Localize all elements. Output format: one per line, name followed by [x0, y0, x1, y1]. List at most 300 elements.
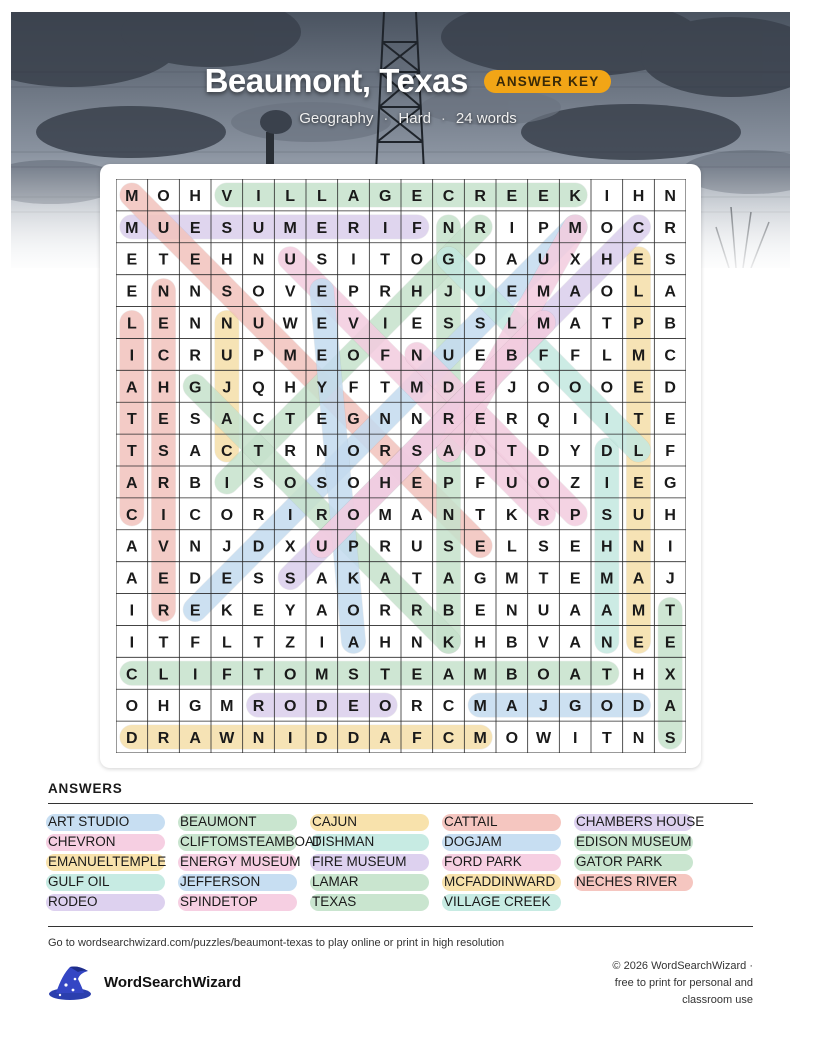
grid-letter[interactable]: T: [601, 730, 612, 748]
grid-letter[interactable]: O: [505, 730, 519, 748]
grid-letter[interactable]: R: [252, 698, 265, 716]
grid-letter[interactable]: A: [379, 570, 391, 588]
grid-letter[interactable]: U: [252, 315, 265, 333]
grid-letter[interactable]: R: [157, 474, 170, 492]
grid-letter[interactable]: E: [474, 347, 486, 365]
grid-letter[interactable]: O: [125, 698, 139, 716]
grid-letter[interactable]: E: [474, 538, 486, 556]
grid-letter[interactable]: P: [348, 283, 359, 301]
grid-letter[interactable]: K: [506, 506, 518, 524]
grid-letter[interactable]: N: [506, 602, 518, 620]
grid-letter[interactable]: F: [380, 347, 391, 365]
grid-letter[interactable]: T: [126, 443, 137, 461]
grid-letter[interactable]: E: [316, 347, 328, 365]
grid-letter[interactable]: S: [664, 251, 676, 269]
grid-letter[interactable]: K: [569, 187, 581, 205]
grid-letter[interactable]: A: [506, 251, 518, 269]
grid-letter[interactable]: J: [507, 379, 517, 397]
grid-letter[interactable]: M: [125, 187, 139, 205]
grid-letter[interactable]: U: [442, 347, 455, 365]
grid-letter[interactable]: E: [474, 411, 486, 429]
grid-letter[interactable]: Q: [537, 411, 550, 429]
grid-letter[interactable]: G: [663, 474, 677, 492]
grid-letter[interactable]: M: [536, 283, 551, 301]
grid-letter[interactable]: M: [473, 666, 487, 684]
grid-letter[interactable]: H: [379, 474, 391, 492]
grid-letter[interactable]: Y: [316, 379, 328, 397]
grid-letter[interactable]: E: [569, 538, 581, 556]
grid-letter[interactable]: A: [601, 602, 613, 620]
grid-letter[interactable]: R: [316, 506, 328, 524]
grid-letter[interactable]: E: [126, 283, 138, 301]
grid-letter[interactable]: D: [316, 698, 328, 716]
grid-letter[interactable]: X: [569, 251, 581, 269]
grid-letter[interactable]: P: [538, 219, 549, 237]
grid-letter[interactable]: U: [316, 538, 328, 556]
grid-letter[interactable]: A: [316, 602, 328, 620]
grid-letter[interactable]: E: [474, 602, 486, 620]
grid-letter[interactable]: O: [283, 474, 297, 492]
grid-letter[interactable]: T: [506, 443, 517, 461]
grid-letter[interactable]: B: [664, 315, 676, 333]
grid-letter[interactable]: I: [572, 730, 578, 748]
grid-letter[interactable]: M: [315, 666, 329, 684]
grid-letter[interactable]: E: [633, 474, 644, 492]
grid-letter[interactable]: F: [190, 634, 201, 652]
grid-letter[interactable]: O: [600, 698, 614, 716]
grid-letter[interactable]: I: [509, 219, 515, 237]
grid-letter[interactable]: M: [631, 347, 646, 365]
grid-letter[interactable]: U: [537, 602, 550, 620]
grid-letter[interactable]: T: [126, 411, 137, 429]
grid-letter[interactable]: P: [348, 538, 359, 556]
grid-letter[interactable]: E: [316, 315, 328, 333]
grid-letter[interactable]: O: [283, 698, 297, 716]
grid-letter[interactable]: H: [632, 666, 645, 684]
grid-letter[interactable]: O: [157, 187, 170, 205]
grid-letter[interactable]: H: [221, 251, 233, 269]
grid-letter[interactable]: D: [632, 698, 645, 716]
grid-letter[interactable]: A: [569, 602, 581, 620]
grid-letter[interactable]: I: [129, 634, 135, 652]
grid-letter[interactable]: T: [380, 666, 391, 684]
grid-letter[interactable]: N: [252, 251, 265, 269]
grid-letter[interactable]: A: [189, 443, 201, 461]
grid-letter[interactable]: S: [538, 538, 549, 556]
grid-letter[interactable]: I: [572, 411, 578, 429]
grid-letter[interactable]: T: [411, 570, 422, 588]
grid-letter[interactable]: R: [157, 730, 170, 748]
grid-letter[interactable]: E: [221, 570, 233, 588]
grid-letter[interactable]: C: [157, 347, 170, 365]
grid-letter[interactable]: T: [538, 570, 549, 588]
grid-letter[interactable]: T: [601, 666, 612, 684]
grid-letter[interactable]: O: [283, 666, 297, 684]
grid-letter[interactable]: D: [474, 251, 486, 269]
grid-letter[interactable]: N: [632, 730, 645, 748]
grid-letter[interactable]: T: [158, 634, 169, 652]
grid-letter[interactable]: R: [442, 411, 455, 429]
grid-letter[interactable]: U: [284, 251, 296, 269]
grid-letter[interactable]: E: [411, 187, 423, 205]
grid-letter[interactable]: F: [348, 379, 359, 397]
grid-letter[interactable]: H: [189, 187, 201, 205]
grid-letter[interactable]: U: [221, 347, 233, 365]
grid-letter[interactable]: S: [221, 283, 233, 301]
grid-letter[interactable]: M: [631, 602, 646, 620]
grid-letter[interactable]: S: [253, 570, 264, 588]
grid-letter[interactable]: E: [158, 570, 169, 588]
grid-letter[interactable]: N: [632, 538, 645, 556]
grid-letter[interactable]: I: [382, 315, 388, 333]
grid-letter[interactable]: A: [569, 315, 581, 333]
grid-letter[interactable]: E: [664, 411, 676, 429]
grid-letter[interactable]: A: [442, 570, 455, 588]
grid-letter[interactable]: B: [189, 474, 201, 492]
grid-letter[interactable]: N: [252, 730, 265, 748]
grid-letter[interactable]: D: [316, 730, 328, 748]
brand-logo[interactable]: [48, 963, 241, 1001]
grid-letter[interactable]: R: [284, 443, 296, 461]
grid-letter[interactable]: I: [604, 411, 610, 429]
grid-letter[interactable]: N: [189, 283, 201, 301]
grid-letter[interactable]: O: [568, 379, 582, 397]
grid-letter[interactable]: T: [665, 602, 676, 620]
grid-letter[interactable]: E: [158, 315, 169, 333]
grid-letter[interactable]: C: [126, 666, 138, 684]
grid-letter[interactable]: U: [474, 283, 486, 301]
grid-letter[interactable]: I: [161, 506, 166, 524]
grid-letter[interactable]: E: [633, 634, 644, 652]
grid-letter[interactable]: C: [632, 219, 645, 237]
grid-letter[interactable]: F: [475, 474, 486, 492]
grid-letter[interactable]: M: [220, 698, 234, 716]
grid-letter[interactable]: S: [284, 570, 296, 588]
grid-letter[interactable]: H: [411, 283, 423, 301]
grid-letter[interactable]: N: [664, 187, 676, 205]
grid-letter[interactable]: A: [126, 538, 138, 556]
grid-letter[interactable]: E: [316, 283, 328, 301]
grid-letter[interactable]: S: [158, 443, 169, 461]
grid-letter[interactable]: S: [411, 443, 423, 461]
grid-letter[interactable]: D: [126, 730, 138, 748]
grid-letter[interactable]: T: [475, 506, 486, 524]
grid-letter[interactable]: N: [189, 315, 201, 333]
grid-letter[interactable]: E: [538, 187, 549, 205]
grid-letter[interactable]: M: [600, 570, 614, 588]
grid-letter[interactable]: N: [189, 538, 201, 556]
grid-letter[interactable]: B: [442, 602, 455, 620]
grid-letter[interactable]: H: [474, 634, 486, 652]
grid-letter[interactable]: N: [157, 283, 170, 301]
grid-letter[interactable]: B: [506, 634, 518, 652]
grid-letter[interactable]: A: [126, 570, 138, 588]
grid-letter[interactable]: L: [285, 187, 296, 205]
grid-letter[interactable]: I: [604, 187, 610, 205]
grid-letter[interactable]: S: [348, 666, 359, 684]
grid-letter[interactable]: O: [537, 666, 550, 684]
grid-letter[interactable]: R: [664, 219, 676, 237]
grid-letter[interactable]: R: [379, 602, 391, 620]
grid-letter[interactable]: C: [221, 443, 233, 461]
grid-letter[interactable]: D: [347, 730, 360, 748]
grid-letter[interactable]: E: [633, 379, 644, 397]
grid-letter[interactable]: A: [379, 730, 391, 748]
grid-letter[interactable]: N: [411, 634, 423, 652]
grid-letter[interactable]: D: [601, 443, 613, 461]
grid-letter[interactable]: I: [256, 187, 261, 205]
grid-letter[interactable]: R: [347, 219, 360, 237]
grid-letter[interactable]: D: [474, 443, 486, 461]
grid-letter[interactable]: N: [379, 411, 391, 429]
footer-link[interactable]: Go to wordsearchwizard.com/puzzles/beaumont-texas to play online or print in high resolution: [48, 937, 505, 949]
grid-letter[interactable]: I: [287, 506, 293, 524]
grid-letter[interactable]: E: [253, 602, 264, 620]
grid-letter[interactable]: U: [632, 506, 645, 524]
grid-letter[interactable]: F: [665, 443, 676, 461]
grid-letter[interactable]: X: [664, 666, 676, 684]
grid-letter[interactable]: A: [569, 283, 581, 301]
grid-letter[interactable]: L: [316, 187, 327, 205]
grid-letter[interactable]: H: [157, 379, 170, 397]
grid-letter[interactable]: A: [442, 666, 455, 684]
grid-letter[interactable]: M: [536, 315, 551, 333]
grid-letter[interactable]: B: [506, 347, 518, 365]
grid-letter[interactable]: U: [252, 219, 265, 237]
grid-letter[interactable]: K: [442, 634, 455, 652]
grid-letter[interactable]: F: [570, 347, 581, 365]
grid-letter[interactable]: H: [664, 506, 676, 524]
grid-letter[interactable]: W: [219, 730, 235, 748]
grid-letter[interactable]: S: [664, 730, 676, 748]
grid-letter[interactable]: S: [316, 251, 328, 269]
grid-letter[interactable]: E: [348, 698, 359, 716]
grid-letter[interactable]: A: [347, 634, 360, 652]
grid-letter[interactable]: R: [411, 602, 423, 620]
grid-letter[interactable]: M: [283, 347, 297, 365]
grid-letter[interactable]: D: [189, 570, 201, 588]
grid-letter[interactable]: C: [252, 411, 265, 429]
grid-letter[interactable]: D: [537, 443, 550, 461]
grid-letter[interactable]: N: [442, 219, 455, 237]
grid-letter[interactable]: A: [189, 730, 201, 748]
grid-letter[interactable]: I: [287, 730, 293, 748]
grid-letter[interactable]: P: [443, 474, 454, 492]
grid-letter[interactable]: N: [411, 411, 423, 429]
grid-letter[interactable]: Y: [569, 443, 581, 461]
grid-letter[interactable]: O: [600, 283, 614, 301]
grid-letter[interactable]: O: [220, 506, 234, 524]
grid-letter[interactable]: I: [319, 634, 325, 652]
grid-letter[interactable]: S: [443, 315, 454, 333]
grid-letter[interactable]: N: [601, 634, 613, 652]
grid-letter[interactable]: E: [189, 602, 201, 620]
grid-letter[interactable]: F: [411, 730, 422, 748]
grid-letter[interactable]: W: [535, 730, 552, 748]
grid-letter[interactable]: O: [347, 347, 360, 365]
word-search-grid[interactable]: [116, 179, 686, 753]
grid-letter[interactable]: M: [410, 379, 424, 397]
grid-letter[interactable]: D: [664, 379, 676, 397]
grid-letter[interactable]: U: [506, 474, 518, 492]
grid-letter[interactable]: E: [189, 219, 201, 237]
grid-letter[interactable]: O: [347, 474, 360, 492]
grid-letter[interactable]: F: [221, 666, 232, 684]
grid-letter[interactable]: H: [284, 379, 296, 397]
grid-letter[interactable]: K: [347, 570, 360, 588]
grid-letter[interactable]: R: [379, 443, 391, 461]
grid-letter[interactable]: S: [189, 411, 201, 429]
grid-letter[interactable]: O: [600, 379, 614, 397]
grid-letter[interactable]: L: [633, 283, 644, 301]
grid-letter[interactable]: T: [380, 379, 391, 397]
grid-letter[interactable]: E: [506, 283, 518, 301]
grid-letter[interactable]: K: [221, 602, 233, 620]
grid-letter[interactable]: O: [347, 602, 360, 620]
grid-letter[interactable]: T: [253, 666, 264, 684]
grid-letter[interactable]: G: [188, 698, 202, 716]
grid-letter[interactable]: V: [348, 315, 359, 333]
grid-letter[interactable]: N: [442, 506, 455, 524]
grid-letter[interactable]: E: [411, 315, 423, 333]
grid-letter[interactable]: B: [506, 666, 518, 684]
grid-letter[interactable]: L: [506, 538, 517, 556]
grid-letter[interactable]: P: [569, 506, 581, 524]
grid-letter[interactable]: A: [664, 283, 676, 301]
grid-letter[interactable]: E: [474, 379, 486, 397]
grid-letter[interactable]: R: [474, 187, 486, 205]
grid-letter[interactable]: H: [601, 538, 613, 556]
grid-letter[interactable]: O: [600, 219, 614, 237]
grid-letter[interactable]: E: [569, 570, 581, 588]
grid-letter[interactable]: I: [382, 219, 388, 237]
grid-letter[interactable]: S: [474, 315, 486, 333]
grid-letter[interactable]: R: [537, 506, 550, 524]
grid-letter[interactable]: E: [316, 411, 328, 429]
grid-letter[interactable]: M: [125, 219, 139, 237]
grid-letter[interactable]: D: [442, 379, 455, 397]
grid-letter[interactable]: S: [316, 474, 328, 492]
grid-letter[interactable]: O: [378, 698, 392, 716]
grid-letter[interactable]: I: [224, 474, 230, 492]
grid-letter[interactable]: G: [473, 570, 487, 588]
grid-letter[interactable]: R: [506, 411, 518, 429]
grid-letter[interactable]: C: [664, 347, 676, 365]
grid-letter[interactable]: A: [569, 666, 581, 684]
grid-letter[interactable]: I: [192, 666, 198, 684]
grid-letter[interactable]: Z: [570, 474, 581, 492]
grid-letter[interactable]: A: [411, 506, 423, 524]
grid-letter[interactable]: R: [189, 347, 201, 365]
grid-letter[interactable]: W: [282, 315, 298, 333]
grid-letter[interactable]: F: [538, 347, 549, 365]
grid-letter[interactable]: V: [284, 283, 296, 301]
grid-letter[interactable]: A: [316, 570, 328, 588]
grid-letter[interactable]: G: [568, 698, 582, 716]
grid-letter[interactable]: L: [126, 315, 137, 333]
grid-letter[interactable]: G: [378, 187, 392, 205]
grid-letter[interactable]: T: [253, 634, 264, 652]
grid-letter[interactable]: R: [157, 602, 170, 620]
grid-letter[interactable]: J: [539, 698, 548, 716]
grid-letter[interactable]: T: [285, 411, 296, 429]
grid-letter[interactable]: E: [158, 411, 169, 429]
grid-letter[interactable]: L: [506, 315, 517, 333]
grid-letter[interactable]: J: [222, 379, 232, 397]
grid-letter[interactable]: O: [347, 443, 360, 461]
grid-letter[interactable]: I: [604, 474, 610, 492]
grid-letter[interactable]: R: [379, 538, 391, 556]
grid-letter[interactable]: E: [411, 474, 423, 492]
grid-letter[interactable]: O: [410, 251, 424, 269]
grid-letter[interactable]: O: [252, 283, 265, 301]
grid-letter[interactable]: Y: [284, 602, 296, 620]
grid-letter[interactable]: M: [473, 730, 487, 748]
grid-letter[interactable]: R: [379, 283, 391, 301]
grid-letter[interactable]: T: [158, 251, 169, 269]
grid-letter[interactable]: O: [347, 506, 360, 524]
grid-letter[interactable]: G: [442, 251, 455, 269]
grid-letter[interactable]: I: [129, 347, 135, 365]
grid-letter[interactable]: N: [316, 443, 328, 461]
grid-letter[interactable]: A: [632, 570, 645, 588]
grid-letter[interactable]: G: [347, 411, 360, 429]
grid-letter[interactable]: S: [601, 506, 613, 524]
grid-letter[interactable]: A: [506, 698, 518, 716]
grid-letter[interactable]: O: [537, 379, 550, 397]
grid-letter[interactable]: J: [222, 538, 232, 556]
grid-letter[interactable]: V: [221, 187, 233, 205]
grid-letter[interactable]: A: [569, 634, 581, 652]
grid-letter[interactable]: J: [665, 570, 675, 588]
grid-letter[interactable]: I: [129, 602, 135, 620]
grid-letter[interactable]: E: [189, 251, 201, 269]
grid-letter[interactable]: R: [474, 219, 486, 237]
grid-letter[interactable]: T: [633, 411, 644, 429]
grid-letter[interactable]: L: [158, 666, 169, 684]
grid-letter[interactable]: C: [126, 506, 138, 524]
grid-letter[interactable]: A: [126, 379, 138, 397]
grid-letter[interactable]: H: [157, 698, 170, 716]
grid-letter[interactable]: A: [221, 411, 233, 429]
grid-letter[interactable]: E: [316, 219, 328, 237]
grid-letter[interactable]: O: [537, 474, 550, 492]
grid-letter[interactable]: A: [126, 474, 138, 492]
grid-letter[interactable]: A: [442, 443, 455, 461]
grid-letter[interactable]: E: [664, 634, 676, 652]
grid-letter[interactable]: E: [506, 187, 518, 205]
grid-letter[interactable]: X: [284, 538, 296, 556]
grid-letter[interactable]: U: [537, 251, 550, 269]
grid-letter[interactable]: C: [189, 506, 201, 524]
grid-letter[interactable]: A: [347, 187, 360, 205]
grid-letter[interactable]: H: [601, 251, 613, 269]
grid-letter[interactable]: P: [253, 347, 264, 365]
grid-letter[interactable]: M: [568, 219, 582, 237]
grid-letter[interactable]: R: [252, 506, 265, 524]
grid-letter[interactable]: C: [442, 698, 455, 716]
grid-letter[interactable]: M: [283, 219, 297, 237]
grid-letter[interactable]: N: [221, 315, 233, 333]
grid-letter[interactable]: T: [380, 251, 391, 269]
grid-letter[interactable]: I: [667, 538, 673, 556]
grid-letter[interactable]: C: [442, 730, 455, 748]
grid-letter[interactable]: E: [411, 666, 423, 684]
grid-letter[interactable]: T: [253, 443, 264, 461]
grid-letter[interactable]: P: [633, 315, 644, 333]
grid-letter[interactable]: R: [411, 698, 423, 716]
grid-letter[interactable]: H: [379, 634, 391, 652]
